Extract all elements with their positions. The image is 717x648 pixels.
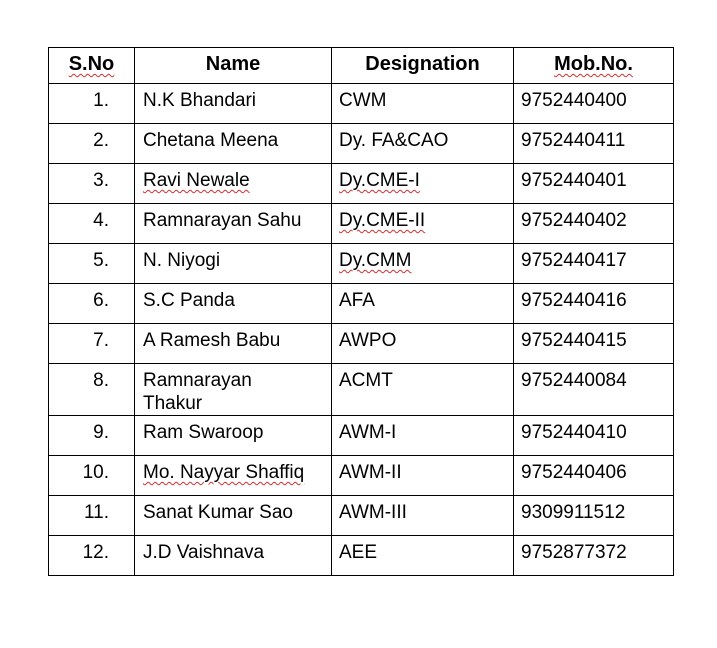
table-row [49, 456, 674, 496]
cell-mobile: 9752440401 [514, 164, 674, 204]
table-row [49, 496, 674, 536]
cell-sno: 6. [49, 284, 135, 324]
table-row [49, 164, 674, 204]
cell-name: N. Niyogi [135, 244, 332, 284]
cell-mobile: 9752440417 [514, 244, 674, 284]
cell-designation: Dy. FA&CAO [332, 124, 514, 164]
cell-sno: 2. [49, 124, 135, 164]
table-row [49, 204, 674, 244]
cell-sno: 11. [49, 496, 135, 536]
cell-designation: AWM-III [332, 496, 514, 536]
table-header-row [49, 48, 674, 84]
cell-sno: 10. [49, 456, 135, 496]
cell-name: Mo. Nayyar Shaffiq [135, 456, 332, 496]
cell-mobile: 9752877372 [514, 536, 674, 576]
table-row [49, 324, 674, 364]
cell-sno: 7. [49, 324, 135, 364]
cell-name: Chetana Meena [135, 124, 332, 164]
table-row [49, 416, 674, 456]
cell-designation: AWPO [332, 324, 514, 364]
cell-designation: ACMT [332, 364, 514, 416]
cell-sno: 8. [49, 364, 135, 416]
cell-name: N.K Bhandari [135, 84, 332, 124]
header-mobile: Mob.No. [514, 48, 674, 84]
table-row [49, 84, 674, 124]
cell-sno: 5. [49, 244, 135, 284]
table-row [49, 364, 674, 416]
cell-name: S.C Panda [135, 284, 332, 324]
cell-mobile: 9752440402 [514, 204, 674, 244]
cell-designation: Dy.CME-II [332, 204, 514, 244]
cell-name: Ramnarayan Sahu [135, 204, 332, 244]
table-row [49, 244, 674, 284]
cell-mobile: 9309911512 [514, 496, 674, 536]
cell-designation: AWM-II [332, 456, 514, 496]
cell-mobile: 9752440084 [514, 364, 674, 416]
table-row [49, 536, 674, 576]
cell-mobile: 9752440406 [514, 456, 674, 496]
cell-sno: 12. [49, 536, 135, 576]
table-row [49, 284, 674, 324]
cell-name: Ravi Newale [135, 164, 332, 204]
cell-name: Sanat Kumar Sao [135, 496, 332, 536]
cell-sno: 4. [49, 204, 135, 244]
cell-mobile: 9752440416 [514, 284, 674, 324]
cell-sno: 9. [49, 416, 135, 456]
header-sno: S.No [49, 48, 135, 84]
cell-name: Ramnarayan Thakur [135, 364, 332, 416]
cell-mobile: 9752440415 [514, 324, 674, 364]
cell-name: A Ramesh Babu [135, 324, 332, 364]
cell-sno: 3. [49, 164, 135, 204]
cell-designation: AEE [332, 536, 514, 576]
cell-mobile: 9752440410 [514, 416, 674, 456]
cell-designation: AWM-I [332, 416, 514, 456]
cell-name: J.D Vaishnava [135, 536, 332, 576]
cell-designation: Dy.CMM [332, 244, 514, 284]
header-name: Name [135, 48, 332, 84]
cell-mobile: 9752440400 [514, 84, 674, 124]
cell-designation: CWM [332, 84, 514, 124]
table-row [49, 124, 674, 164]
cell-name: Ram Swaroop [135, 416, 332, 456]
cell-sno: 1. [49, 84, 135, 124]
header-designation: Designation [332, 48, 514, 84]
officials-contact-table [48, 47, 674, 576]
cell-mobile: 9752440411 [514, 124, 674, 164]
cell-designation: Dy.CME-I [332, 164, 514, 204]
cell-designation: AFA [332, 284, 514, 324]
